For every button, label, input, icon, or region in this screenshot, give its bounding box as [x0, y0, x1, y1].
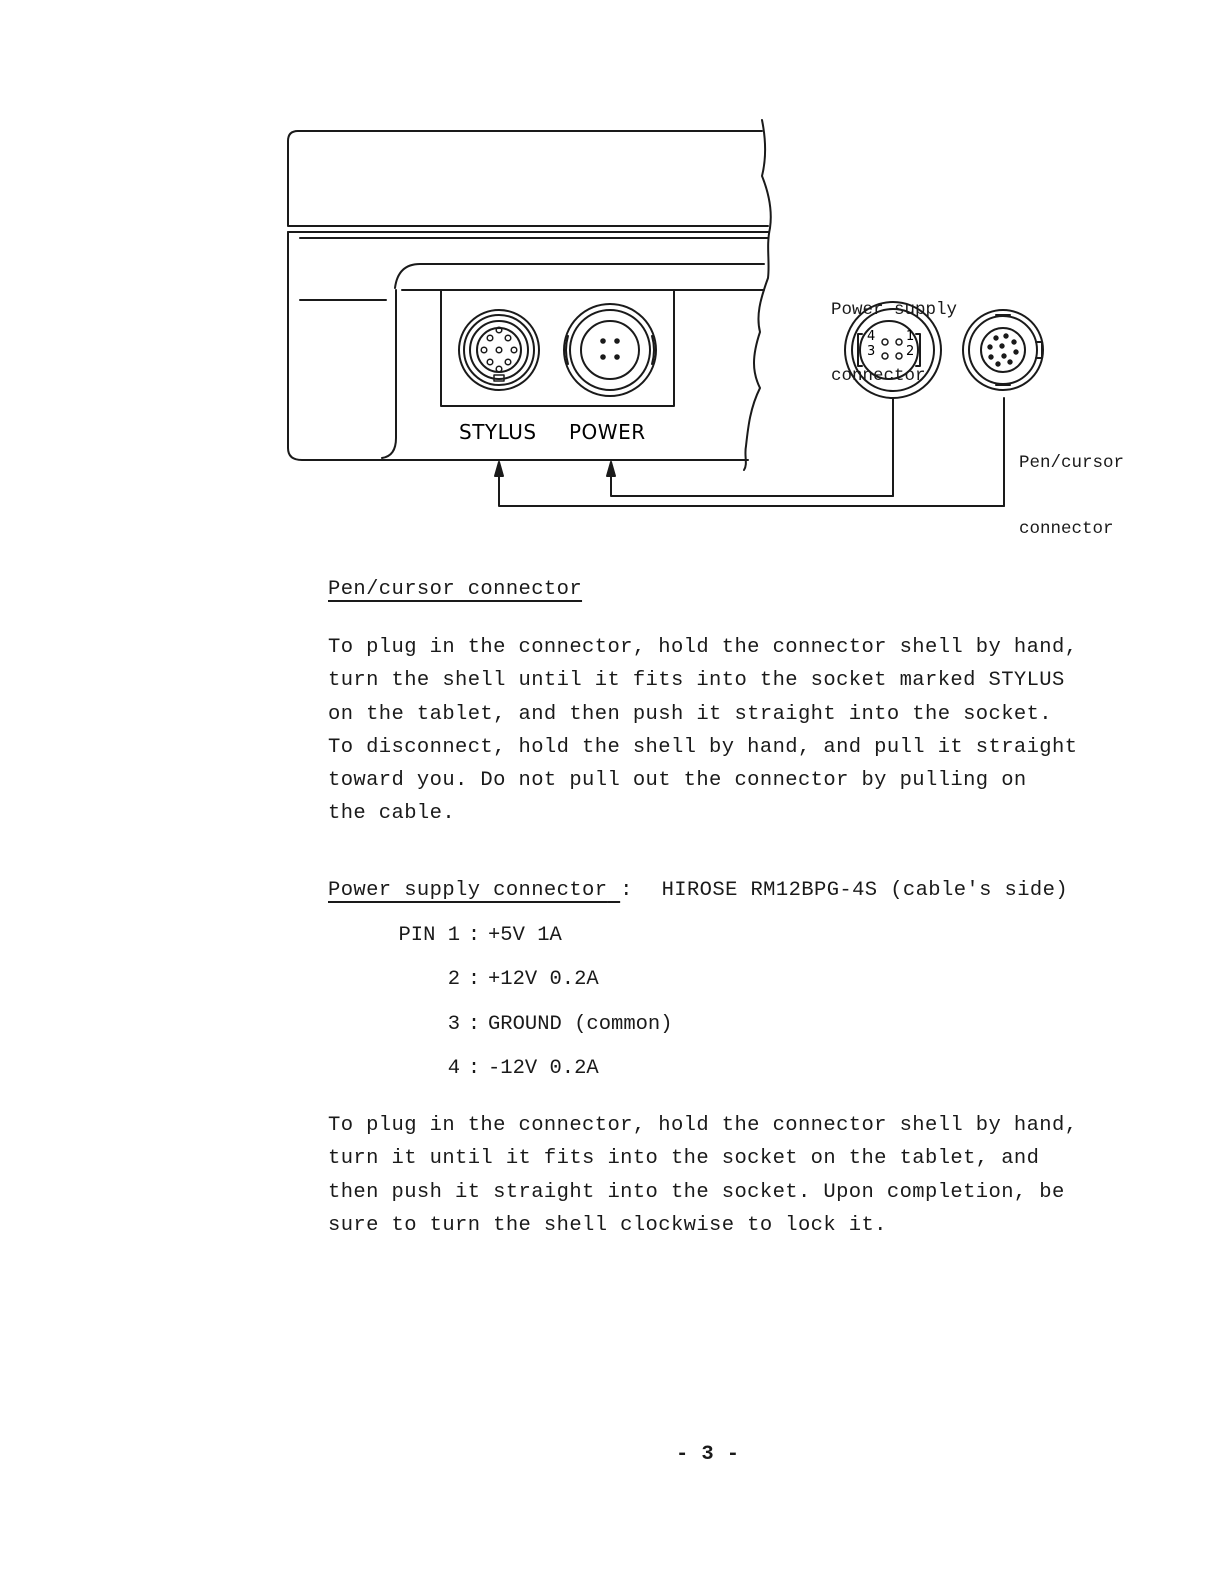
pin-label: 2 — [447, 968, 460, 991]
callout-line: Pen/cursor — [1019, 453, 1125, 473]
stylus-socket-icon — [459, 310, 539, 390]
pin-value: +12V 0.2A — [488, 968, 599, 991]
pin-number-1: 1 — [906, 329, 915, 344]
stylus-port-label: STYLUS — [459, 420, 537, 444]
pen-cursor-connector-callout — [1019, 408, 1124, 584]
power-supply-heading-row — [328, 879, 1068, 902]
pin-number-2: 2 — [906, 344, 915, 359]
paragraph-line: sure to turn the shell clockwise to lock it. — [328, 1213, 887, 1237]
pen-cursor-paragraph — [328, 631, 1077, 831]
callout-line: connector — [1019, 519, 1114, 539]
pin-row: PIN 1 : +5V 1A — [360, 924, 562, 947]
pin-label: PIN 1 — [398, 924, 460, 947]
pin-number-3: 3 — [867, 344, 876, 359]
paragraph-line: toward you. Do not pull out the connector by pulling on — [328, 769, 1027, 793]
pin-value: -12V 0.2A — [488, 1057, 599, 1080]
page-number: - 3 - — [676, 1443, 740, 1466]
callout-line: connector — [831, 366, 926, 386]
power-supply-paragraph — [328, 1109, 1077, 1242]
pen-cursor-heading: Pen/cursor connector — [328, 578, 583, 601]
pin-value: GROUND (common) — [488, 1013, 673, 1036]
paragraph-line: turn it until it fits into the socket on the tablet, and — [328, 1147, 1040, 1171]
paragraph-line: on the tablet, and then push it straight into the socket. — [328, 702, 1053, 726]
power-port-label: POWER — [569, 420, 646, 444]
pin-row: 3 : GROUND (common) — [360, 1013, 673, 1036]
paragraph-line: the cable. — [328, 802, 456, 826]
pin-label: 4 — [447, 1057, 460, 1080]
power-supply-connector-callout — [831, 255, 957, 431]
cable-routing-lines — [495, 462, 1004, 506]
pin-label: 3 — [447, 1013, 460, 1036]
paragraph-line: turn the shell until it fits into the socket marked STYLUS — [328, 669, 1065, 693]
paragraph-line: then push it straight into the socket. Upon completion, be — [328, 1180, 1065, 1204]
power-supply-heading: Power supply connector — [328, 879, 608, 902]
tablet-body — [288, 120, 771, 470]
callout-line: Power supply — [831, 300, 958, 320]
heading-separator: : — [620, 879, 633, 902]
power-connector-part-number: HIROSE RM12BPG-4S (cable's side) — [661, 879, 1069, 902]
paragraph-line: To plug in the connector, hold the connector shell by hand, — [328, 1114, 1078, 1137]
pin-value: +5V 1A — [488, 924, 562, 947]
paragraph-line: To disconnect, hold the shell by hand, and pull it straight — [328, 735, 1078, 759]
pin-row: 4 : -12V 0.2A — [360, 1057, 599, 1080]
pin-row: 2 : +12V 0.2A — [360, 968, 599, 991]
power-socket-icon — [564, 304, 656, 396]
paragraph-line: To plug in the connector, hold the connector shell by hand, — [328, 636, 1078, 659]
pin-number-4: 4 — [867, 329, 876, 344]
